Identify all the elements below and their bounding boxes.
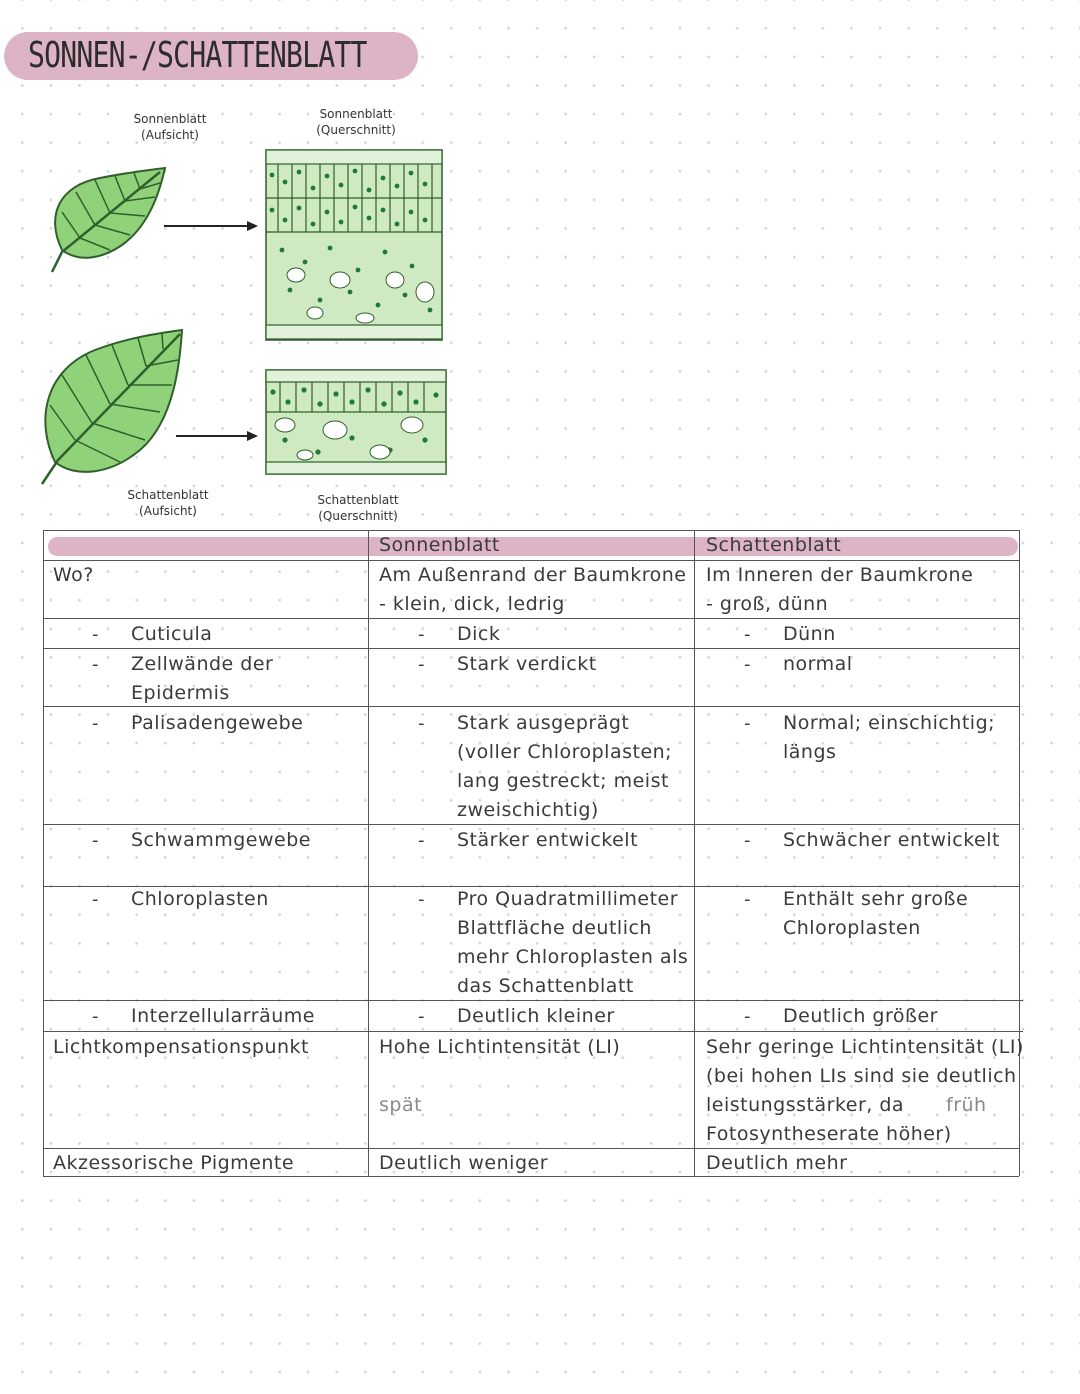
bullet-dash: -	[418, 713, 425, 734]
shade-cross-label-line2: (Querschnitt)	[318, 509, 398, 523]
chloroplasts-sun-line1: Pro Quadratmillimeter	[457, 888, 679, 910]
palisade-sun-line1: Stark ausgeprägt	[457, 712, 630, 734]
where-sun-line2: - klein, dick, ledrig	[379, 593, 565, 615]
bullet-dash: -	[744, 654, 751, 675]
sun-top-label-line1: Sonnenblatt	[133, 112, 207, 126]
where-shade-line1: Im Inneren der Baumkrone	[706, 564, 974, 586]
shade-cross-section-icon	[266, 370, 446, 474]
bullet-dash: -	[92, 713, 99, 734]
row-label-spongy: Schwammgewebe	[131, 829, 311, 851]
palisade-sun-line2: (voller Chloroplasten;	[457, 741, 673, 763]
lcp-shade-note: früh	[946, 1094, 987, 1116]
chloroplasts-sun-line2: Blattfläche deutlich	[457, 917, 652, 939]
pigments-shade: Deutlich mehr	[706, 1152, 848, 1174]
header-sun: Sonnenblatt	[379, 534, 500, 556]
palisade-sun-line4: zweischichtig)	[457, 799, 599, 821]
sun-leaf-icon	[52, 168, 165, 272]
shade-top-label	[112, 487, 224, 519]
row-label-palisade: Palisadengewebe	[131, 712, 304, 734]
arrow-icon	[176, 431, 258, 441]
sun-cross-label-line2: (Querschnitt)	[316, 123, 396, 137]
arrow-icon	[164, 221, 258, 231]
table-rule	[43, 530, 1019, 531]
palisade-shade-line2: längs	[783, 741, 837, 763]
intercellular-shade: Deutlich größer	[783, 1005, 938, 1027]
cuticula-sun: Dick	[457, 623, 501, 645]
header-shade: Schattenblatt	[706, 534, 842, 556]
bullet-dash: -	[92, 1006, 99, 1027]
shade-top-label-line1: Schattenblatt	[127, 488, 209, 502]
page-title-text: SONNEN-/SCHATTENBLATT	[28, 35, 367, 76]
bullet-dash: -	[92, 889, 99, 910]
where-sun-line1: Am Außenrand der Baumkrone	[379, 564, 687, 586]
row-label-cuticula: Cuticula	[131, 623, 213, 645]
spongy-sun: Stärker entwickelt	[457, 829, 639, 851]
epidermis-sun: Stark verdickt	[457, 653, 597, 675]
chloroplasts-shade-line1: Enthält sehr große	[783, 888, 969, 910]
row-label-where: Wo?	[53, 564, 94, 586]
sun-top-label-line2: (Aufsicht)	[141, 128, 199, 142]
bullet-dash: -	[418, 1006, 425, 1027]
bullet-dash: -	[418, 830, 425, 851]
table-rule	[43, 530, 44, 1176]
bullet-dash: -	[92, 624, 99, 645]
bullet-dash: -	[744, 713, 751, 734]
table-rule	[368, 530, 369, 1176]
sun-cross-label-line1: Sonnenblatt	[319, 107, 393, 121]
table-rule	[43, 1031, 1023, 1032]
spongy-shade: Schwächer entwickelt	[783, 829, 1000, 851]
row-label-epidermis-line2: Epidermis	[131, 682, 230, 704]
row-label-chloroplasts: Chloroplasten	[131, 888, 269, 910]
table-rule	[1019, 530, 1020, 1176]
bullet-dash: -	[92, 830, 99, 851]
lcp-sun: Hohe Lichtintensität (LI)	[379, 1036, 621, 1058]
bullet-dash: -	[744, 624, 751, 645]
cuticula-shade: Dünn	[783, 623, 836, 645]
bullet-dash: -	[744, 889, 751, 910]
lcp-shade-line2: (bei hohen LIs sind sie deutlich	[706, 1065, 1017, 1087]
lcp-shade-line4: Fotosyntheserate höher)	[706, 1123, 952, 1145]
bullet-dash: -	[418, 889, 425, 910]
table-header-highlight	[48, 537, 1018, 556]
palisade-sun-line3: lang gestreckt; meist	[457, 770, 669, 792]
bullet-dash: -	[418, 624, 425, 645]
where-shade-line2: - groß, dünn	[706, 593, 829, 615]
chloroplasts-sun-line3: mehr Chloroplasten als	[457, 946, 689, 968]
epidermis-shade: normal	[783, 653, 853, 675]
bullet-dash: -	[744, 1006, 751, 1027]
shade-top-label-line2: (Aufsicht)	[139, 504, 197, 518]
bullet-dash: -	[418, 654, 425, 675]
row-label-intercellular: Interzellularräume	[131, 1005, 315, 1027]
pigments-sun: Deutlich weniger	[379, 1152, 549, 1174]
leaf-figure	[0, 0, 480, 490]
intercellular-sun: Deutlich kleiner	[457, 1005, 615, 1027]
palisade-shade-line1: Normal; einschichtig;	[783, 712, 996, 734]
lcp-shade-line1: Sehr geringe Lichtintensität (LI)	[706, 1036, 1024, 1058]
shade-cross-label	[300, 492, 416, 524]
sun-cross-section-icon	[266, 150, 442, 340]
lcp-sun-note: spät	[379, 1094, 423, 1116]
bullet-dash: -	[744, 830, 751, 851]
lcp-shade-line3: leistungsstärker, da	[706, 1094, 905, 1116]
shade-cross-label-line1: Schattenblatt	[317, 493, 399, 507]
chloroplasts-sun-line4: das Schattenblatt	[457, 975, 634, 997]
shade-leaf-icon	[42, 330, 182, 484]
row-label-lcp: Lichtkompensationspunkt	[53, 1036, 309, 1058]
table-rule	[694, 530, 695, 1176]
bullet-dash: -	[92, 654, 99, 675]
chloroplasts-shade-line2: Chloroplasten	[783, 917, 921, 939]
row-label-pigments: Akzessorische Pigmente	[53, 1152, 295, 1174]
row-label-epidermis-line1: Zellwände der	[131, 653, 274, 675]
